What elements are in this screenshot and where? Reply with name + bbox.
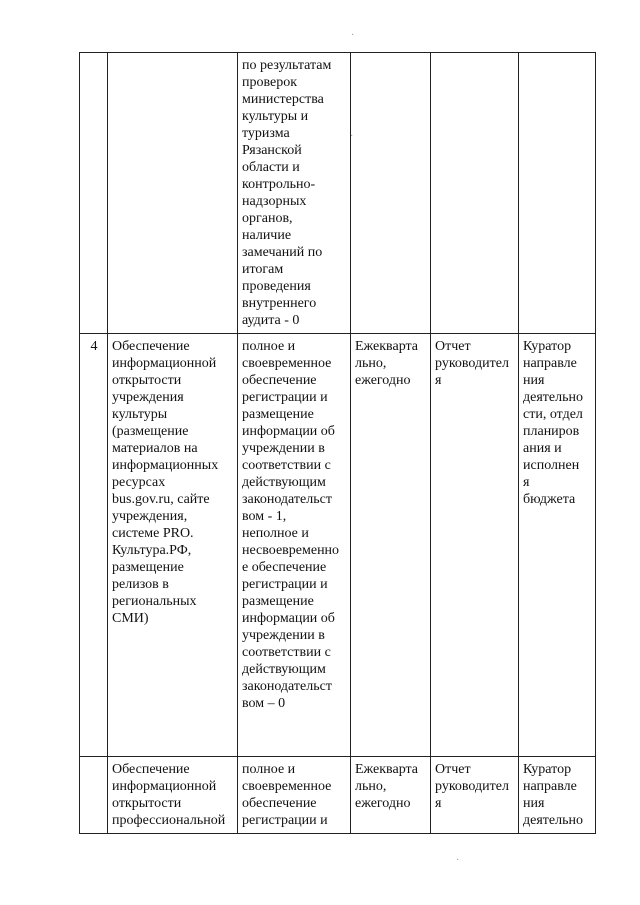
- scan-speck: ·: [350, 131, 354, 142]
- cell-text-line: bus.gov.ru, сайте: [112, 492, 210, 507]
- cell-text-line: открытости: [112, 796, 182, 811]
- cell-text-line: я: [523, 475, 530, 490]
- cell-text-line: региональных: [112, 594, 197, 609]
- cell-text-line: культуры и: [242, 109, 309, 124]
- cell-text-line: Куратор: [523, 339, 572, 354]
- cell-text-line: ания и: [523, 441, 562, 456]
- cell-text-line: профессиональной: [112, 813, 226, 828]
- cell-text-line: информации об: [242, 611, 335, 626]
- cell-text-line: проверок: [242, 75, 298, 90]
- cell-text-line: (размещение: [112, 424, 189, 439]
- report-form-cell: [431, 757, 519, 834]
- cell-text-line: министерства: [242, 92, 324, 107]
- cell-text-line: Отчет: [435, 339, 471, 354]
- responsible-cell: [519, 53, 596, 334]
- cell-text-line: области и: [242, 160, 300, 175]
- cell-text-line: Обеспечение: [112, 339, 190, 354]
- cell-text-line: надзорных: [242, 194, 307, 209]
- cell-text-line: учреждении в: [242, 628, 325, 643]
- cell-text-line: размещение: [112, 560, 184, 575]
- cell-text-line: учреждения: [112, 390, 184, 405]
- report-form-cell: [431, 334, 519, 757]
- cell-text-line: Культура.РФ,: [112, 543, 192, 558]
- cell-text-line: культуры: [112, 407, 168, 422]
- cell-text-line: руководител: [435, 356, 509, 371]
- cell-text-line: Куратор: [523, 762, 572, 777]
- cell-text-line: Обеспечение: [112, 762, 190, 777]
- cell-text-line: материалов на: [112, 441, 198, 456]
- cell-text-line: итогам: [242, 262, 284, 277]
- cell-text-line: деятельно: [523, 390, 583, 405]
- criteria-cell: [238, 334, 351, 757]
- cell-text-line: вом – 0: [242, 696, 286, 711]
- plan-table-body: [80, 53, 596, 834]
- cell-text-line: законодательст: [242, 679, 332, 694]
- cell-text-line: исполнен: [523, 458, 580, 473]
- cell-text-line: Ежекварта: [355, 339, 419, 354]
- cell-text-line: регистрации и: [242, 813, 328, 828]
- frequency-cell: [351, 757, 431, 834]
- table-row: [80, 334, 596, 757]
- cell-text-line: Рязанской: [242, 143, 302, 158]
- cell-text-line: размещение: [242, 594, 314, 609]
- cell-text-line: органов,: [242, 211, 293, 226]
- cell-text-line: по результатам: [242, 58, 332, 73]
- cell-text-line: бюджета: [523, 492, 576, 507]
- cell-text-line: ресурсах: [112, 475, 166, 490]
- cell-text-line: законодательст: [242, 492, 332, 507]
- table-row: [80, 53, 596, 334]
- table-row: [80, 757, 596, 834]
- cell-text-line: системе PRO.: [112, 526, 194, 541]
- cell-text-line: информационных: [112, 458, 219, 473]
- cell-text-line: соответствии с: [242, 458, 331, 473]
- cell-text-line: Отчет: [435, 762, 471, 777]
- frequency-cell: [351, 53, 431, 334]
- cell-text-line: контрольно-: [242, 177, 316, 192]
- cell-text-line: действующим: [242, 475, 326, 490]
- cell-text-line: релизов в: [112, 577, 169, 592]
- plan-table: [79, 52, 596, 834]
- cell-text-line: своевременное: [242, 779, 332, 794]
- cell-text-line: информации об: [242, 424, 335, 439]
- cell-text-line: своевременное: [242, 356, 332, 371]
- responsible-cell: [519, 334, 596, 757]
- cell-text-line: СМИ): [112, 611, 149, 626]
- cell-text-line: неполное и: [242, 526, 309, 541]
- cell-text-line: регистрации и: [242, 577, 328, 592]
- row-number: 4: [80, 334, 108, 757]
- cell-text-line: размещение: [242, 407, 314, 422]
- cell-text-line: обеспечение: [242, 373, 317, 388]
- cell-text-line: аудита - 0: [242, 313, 300, 328]
- cell-text-line: я: [435, 373, 442, 388]
- cell-text-line: планиров: [523, 424, 580, 439]
- row-number: [80, 53, 108, 334]
- cell-text-line: деятельно: [523, 813, 583, 828]
- scan-speck: ·: [456, 855, 460, 866]
- cell-text-line: направле: [523, 779, 577, 794]
- cell-text-line: руководител: [435, 779, 509, 794]
- cell-text-line: обеспечение: [242, 796, 317, 811]
- scan-speck: ·: [351, 30, 355, 41]
- indicator-cell: [108, 53, 238, 334]
- cell-text-line: информационной: [112, 779, 217, 794]
- cell-text-line: внутреннего: [242, 296, 317, 311]
- cell-text-line: учреждении в: [242, 441, 325, 456]
- indicator-cell: [108, 334, 238, 757]
- cell-text-line: соответствии с: [242, 645, 331, 660]
- cell-text-line: ния: [523, 796, 545, 811]
- cell-text-line: наличие: [242, 228, 292, 243]
- cell-text-line: я: [435, 796, 442, 811]
- cell-text-line: учреждения,: [112, 509, 188, 524]
- cell-text-line: замечаний по: [242, 245, 323, 260]
- cell-text-line: вом - 1,: [242, 509, 287, 524]
- frequency-cell: [351, 334, 431, 757]
- cell-text-line: е обеспечение: [242, 560, 327, 575]
- cell-text-line: несвоевременно: [242, 543, 340, 558]
- cell-text-line: Ежекварта: [355, 762, 419, 777]
- indicator-cell: [108, 757, 238, 834]
- cell-text-line: туризма: [242, 126, 290, 141]
- cell-text-line: информационной: [112, 356, 217, 371]
- cell-text-line: льно,: [355, 779, 387, 794]
- cell-text-line: направле: [523, 356, 577, 371]
- cell-text-line: открытости: [112, 373, 182, 388]
- cell-text-line: действующим: [242, 662, 326, 677]
- cell-text-line: полное и: [242, 762, 296, 777]
- cell-text-line: проведения: [242, 279, 311, 294]
- cell-text-line: сти, отдел: [523, 407, 583, 422]
- criteria-cell: [238, 757, 351, 834]
- responsible-cell: [519, 757, 596, 834]
- criteria-cell: [238, 53, 354, 334]
- row-number: [80, 757, 108, 834]
- cell-text-line: регистрации и: [242, 390, 328, 405]
- cell-text-line: ежегодно: [355, 796, 411, 811]
- cell-text-line: льно,: [355, 356, 387, 371]
- cell-text-line: ежегодно: [355, 373, 411, 388]
- report-form-cell: [431, 53, 519, 334]
- cell-text-line: полное и: [242, 339, 296, 354]
- cell-text-line: ния: [523, 373, 545, 388]
